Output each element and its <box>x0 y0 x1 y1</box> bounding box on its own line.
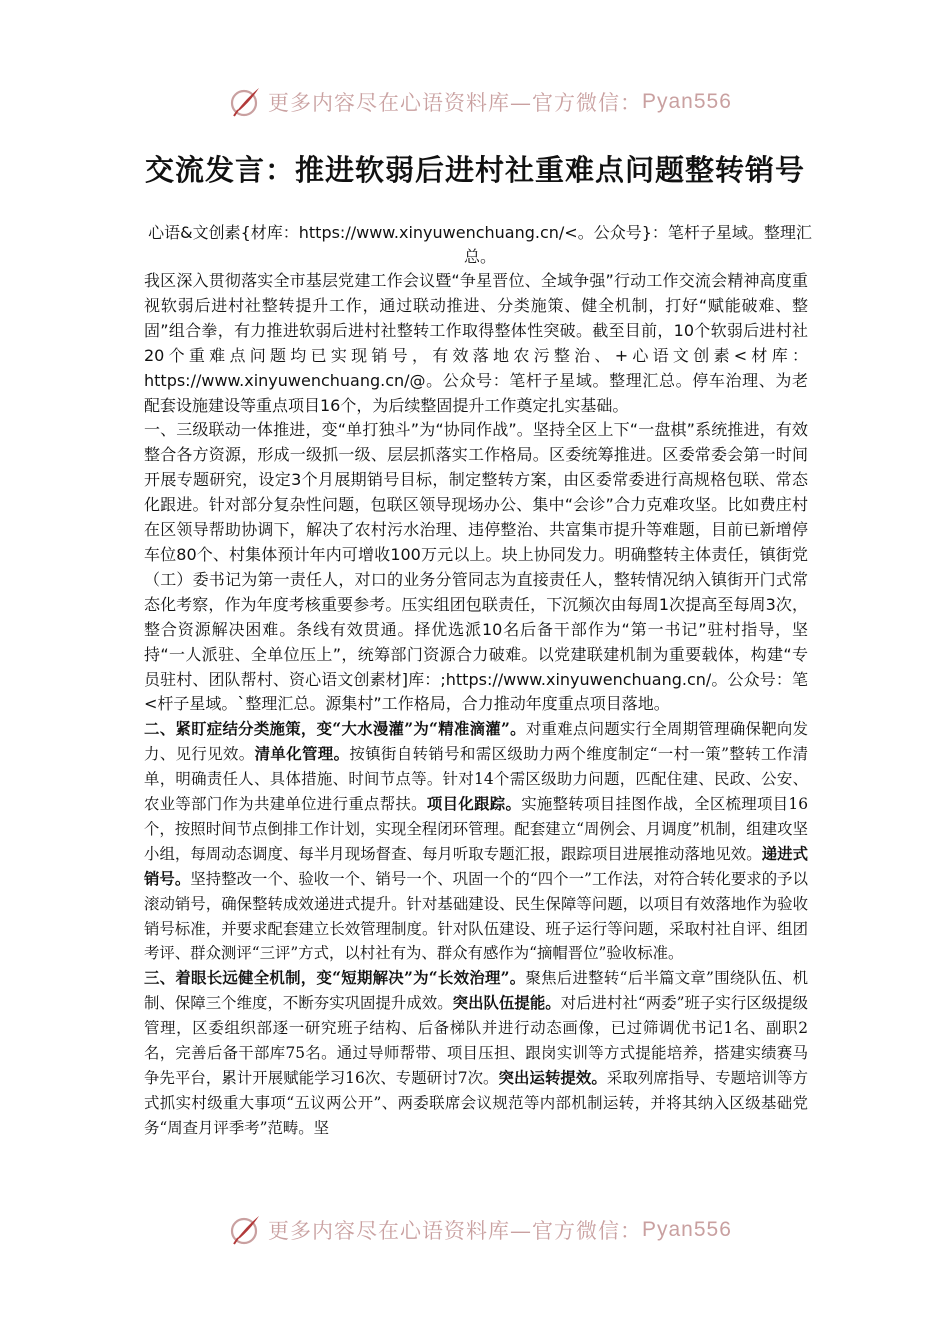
watermark-wechat-id: Pyan556 <box>642 1218 732 1241</box>
watermark-banner-top <box>228 82 732 122</box>
document-body <box>144 269 808 1141</box>
quill-logo-icon <box>228 85 262 119</box>
section-two-paragraph <box>144 717 808 966</box>
section-two-sub-heading-c: 递进式销号。 <box>144 844 808 888</box>
section-three-sub-heading-b: 突出运转提效。 <box>498 1069 607 1087</box>
document-title: 交流发言：推进软弱后进村社重难点问题整转销号 <box>144 153 805 187</box>
section-three-text-a: 聚焦后进整转“后半篇文章”围绕队伍、机制、保障三个维度，不断夯实巩固提升成效。 <box>144 969 808 1013</box>
section-two-sub-heading-a: 清单化管理。 <box>254 745 350 764</box>
section-two-text-d: 坚持整改一个、验收一个、销号一个、巩固一个的“四个一”工作法，对符合转化要求的予以滚动销号，确保整转成效递进式提升。针对基础建设、民生保障等问题，以项目有效落地作为验收销号标准，并要求配套建立长效管理制度。针对队伍建设、班子运行等问题，采取村社自评、组团考评、群众测评“三评”方式，以村社有为、群众有感作为“摘帽晋位”验收标准。 <box>144 869 808 963</box>
section-three-paragraph <box>144 966 808 1140</box>
section-two-text-c: 实施整转项目挂图作战，全区梳理项目16个，按照时间节点倒排工作计划，实现全程闭环管理。配套建立“周例会、月调度”机制，组建攻坚小组，每周动态调度、每半月现场督查、每月听取专题汇报，跟踪项目进展推动落地见效。 <box>144 795 808 863</box>
section-two-heading: 二、紧盯症结分类施策，变“大水漫灌”为“精准滴灌”。 <box>144 720 526 739</box>
quill-logo-icon <box>228 1213 262 1247</box>
source-note: 心语&文创素{材库：https://www.xinyuwenchuang.cn/<。公众号}：笔杆子星域。整理汇总。 <box>148 223 812 266</box>
watermark-wechat-id: Pyan556 <box>642 90 732 113</box>
section-three-heading: 三、着眼长远健全机制，变“短期解决”为“长效治理”。 <box>144 969 526 988</box>
section-two-text-a: 对重难点问题实行全周期管理确保靶向发力、见行见效。 <box>144 720 808 764</box>
section-three-text-b: 对后进村社“两委”班子实行区级提级管理，区委组织部逐一研究班子结构、后备梯队并进行动态画像，已过筛调优书记1名、副职2名，完善后备干部库75名。通过导师帮带、项目压担、跟岗实训等方式提能培养，搭建实绩赛马争先平台，累计开展赋能学习16次、专题研讨7次。 <box>144 994 808 1087</box>
section-one-paragraph: 一、三级联动一体推进，变“单打独斗”为“协同作战”。坚持全区上下“一盘棋”系统推进，有效整合各方资源，形成一级抓一级、层层抓落实工作格局。区委统筹推进。区委常委会第一时间开展专题研究，设定3个月展期销号目标，制定整转方案，由区委常委进行高规格包联、常态化跟进。针对部分复杂性问题，包联区领导现场办公、集中“会诊”合力克难攻坚。比如费庄村在区领导帮助协调下，解决了农村污水治理、违停整治、共富集市提升等难题，目前已新增停车位80个、村集体预计年内可增收100万元以上。块上协同发力。明确整转主体责任，镇街党（工）委书记为第一责任人，对口的业务分管同志为直接责任人，整转情况纳入镇街开门式常态化考察，作为年度考核重要参考。压实组团包联责任，下沉频次由每周1次提高至每周3次，整合资源解决困难。条线有效贯通。择优选派10名后备干部作为“第一书记”驻村指导，坚持“一人派驻、全单位压上”，统筹部门资源合力破难。以党建联建机制为重要载体，构建“专员驻村、团队帮村、资心语文创素材]库：;https://www.xinyuwenchuang.cn/。公众号：笔<杆子星域。`整理汇总。源集村”工作格局，合力推动年度重点项目落地。 <box>144 420 808 714</box>
watermark-text: 更多内容尽在心语资料库—官方微信： <box>268 1219 642 1243</box>
watermark-banner-bottom <box>228 1210 732 1250</box>
section-three-text-c: 采取列席指导、专题培训等方式抓实村级重大事项“五议两公开”、两委联席会议规范等内部机制运转，并将其纳入区级基础党务“周查月评季考”范畴。坚 <box>144 1069 808 1137</box>
intro-paragraph: 我区深入贯彻落实全市基层党建工作会议暨“争星晋位、全域争强”行动工作交流会精神高度重视软弱后进村社整转提升工作，通过联动推进、分类施策、健全机制，打好“赋能破难、整固”组合拳，有力推进软弱后进村社整转工作取得整体性突破。截至目前，10个软弱后进村社20个重难点问题均已实现销号，有效落地农污整治、+心语文创素<材库：https://www.xinyuwenchuang.cn/@。公众号：笔杆子星域。整理汇总。停车治理、为老配套设施建设等重点项目16个，为后续整固提升工作奠定扎实基础。 <box>144 271 808 415</box>
section-two-text-b: 按镇街自转销号和需区级助力两个维度制定“一村一策”整转工作清单，明确责任人、具体措施、时间节点等。针对14个需区级助力问题，匹配住建、民政、公安、农业等部门作为共建单位进行重点帮扶。 <box>144 745 808 814</box>
watermark-text: 更多内容尽在心语资料库—官方微信： <box>268 91 642 115</box>
section-three-sub-heading-a: 突出队伍提能。 <box>452 994 561 1013</box>
section-two-sub-heading-b: 项目化跟踪。 <box>426 795 522 814</box>
